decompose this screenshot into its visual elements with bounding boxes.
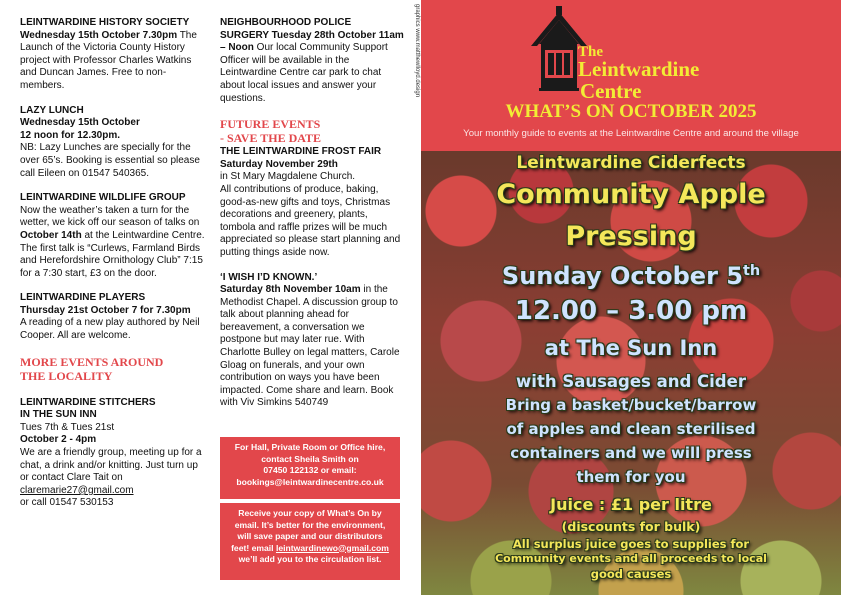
police-body: Our local Community Support Officer will be available in the Leintwardine Centre car park to chat about local issues and answer your questions.: [220, 42, 388, 104]
brand-the: The: [578, 44, 604, 60]
hire-line-1: For Hall, Private Room or Office hire,: [234, 442, 386, 452]
middle-column: [220, 17, 405, 422]
receive-line-2: email. It’s better for the environment,: [234, 519, 386, 530]
wildlife-heading: LEINTWARDINE WILDLIFE GROUP: [20, 192, 186, 204]
poster-line-4-sup: th: [742, 263, 761, 279]
frost-fair-section: [220, 146, 405, 259]
frost-fair-body: All contributions of produce, baking, good-as-new gifts and toys, Christmas decorations and greenery, plants, tombola and raffle prizes will be much appreciated so please start planning and putting things aside now.: [220, 183, 401, 258]
right-panel: [421, 0, 841, 595]
receive-line-4a: feet! email: [231, 542, 276, 553]
future-line-1: FUTURE EVENTS: [220, 117, 321, 132]
receive-line-1: Receive your copy of What’s On by: [238, 508, 382, 518]
poster-line-13: (discounts for bulk): [561, 519, 701, 534]
apple-pressing-poster: [421, 151, 841, 595]
wish-section: [220, 272, 405, 411]
brand-name: [578, 58, 699, 102]
poster-line-9: of apples and clean sterilised: [506, 420, 756, 438]
lunch-body: NB: Lazy Lunches are specially for the over 65’s. Booking is essential so please call Eileen on 01547 540365.: [20, 142, 200, 179]
poster-line-3: Pressing: [565, 221, 697, 252]
receive-line-5: we’ll add you to the circulation list.: [238, 554, 382, 564]
police-when: Tuesday 28th October 11am – Noon: [220, 29, 404, 54]
more-events-heading: [20, 355, 205, 383]
poster-line-15: Community events and all proceeds to local: [495, 552, 767, 565]
receive-line-3: will save paper and our distributors: [237, 531, 383, 541]
poster-line-5: 12.00 – 3.00 pm: [514, 296, 748, 326]
poster-line-8: Bring a basket/bucket/barrow: [505, 396, 757, 414]
poster-line-11: them for you: [576, 468, 686, 486]
more-events-line-1: MORE EVENTS AROUND: [20, 354, 164, 369]
wildlife-group-section: [20, 192, 205, 280]
tagline: Your monthly guide to events at the Leintwardine Centre and around the village: [463, 128, 799, 139]
receive-line-4: [220, 543, 400, 555]
wildlife-body-b: at the Leintwardine Centre. The first talk is “Curlews, Farmland Birds and Herefordshire Ornithology Club” 7:15 for a 7:30 start, £3 on the door.: [20, 229, 205, 279]
history-heading: LEINTWARDINE HISTORY SOCIETY: [20, 17, 190, 28]
stitchers-email-link[interactable]: claremarie27@gmail.com: [20, 484, 134, 496]
stitchers-heading-1: LEINTWARDINE STITCHERS: [20, 396, 156, 408]
stitchers-body: We are a friendly group, meeting up for a chat, a drink and/or knitting. Just turn up or contact Clare Tait on: [20, 447, 202, 484]
lunch-when-2: 12 noon for 12.30pm.: [20, 129, 121, 141]
police-heading-2: SURGERY: [220, 29, 269, 41]
history-society-section: [20, 17, 205, 93]
players-when: Thursday 21st October 7 for 7.30pm: [20, 304, 191, 316]
poster-line-4: [421, 262, 841, 290]
lazy-lunch-section: [20, 105, 205, 181]
brand-line-2: Centre: [580, 79, 642, 103]
credit-vertical: [411, 4, 421, 134]
receive-email-link[interactable]: leintwardinewo@gmail.com: [275, 542, 389, 553]
poster-line-4-text: Sunday October 5: [501, 262, 743, 290]
future-line-2: - SAVE THE DATE: [220, 131, 322, 146]
poster-line-1: Leintwardine Ciderfects: [516, 153, 746, 173]
players-heading: LEINTWARDINE PLAYERS: [20, 292, 146, 304]
wish-heading: ‘I WISH I’D KNOWN.’: [220, 271, 318, 283]
poster-line-10: containers and we will press: [510, 444, 752, 462]
stitchers-when: October 2 - 4pm: [20, 434, 97, 446]
poster-line-7: with Sausages and Cider: [516, 372, 746, 391]
receive-copy-box: [220, 503, 400, 580]
frost-fair-heading: THE LEINTWARDINE FROST FAIR: [220, 146, 382, 158]
poster-line-14: All surplus juice goes to supplies for: [512, 537, 750, 551]
stitchers-dates: Tues 7th & Tues 21st: [20, 421, 115, 433]
hire-email[interactable]: bookings@leintwardinecentre.co.uk: [236, 476, 384, 487]
players-body: A reading of a new play authored by Neil Cooper. All are welcome.: [20, 317, 200, 342]
brand-line-1: Leintwardine: [578, 57, 700, 81]
history-when: Wednesday 15th October 7.30pm: [20, 29, 178, 41]
poster-line-2: Community Apple: [496, 179, 766, 210]
stitchers-heading-2: IN THE SUN INN: [20, 409, 97, 421]
hire-line-3: 07450 122132 or email:: [263, 465, 357, 475]
poster-line-6: at The Sun Inn: [544, 336, 718, 360]
police-heading-1: NEIGHBOURHOOD POLICE: [220, 17, 352, 28]
wildlife-body-a: Now the weather’s taken a turn for the wetter, we kick off our season of talks on: [20, 204, 200, 229]
hire-info-box: [220, 437, 400, 499]
stitchers-phone: or call 01547 530153: [20, 497, 114, 509]
future-events-heading: [220, 117, 405, 145]
frost-fair-when: Saturday November 29th: [220, 158, 338, 170]
credit-text: graphics www.matthewlloyd.design: [414, 4, 420, 98]
frost-fair-where: in St Mary Magdalene Church.: [220, 171, 356, 183]
page-title: WHAT’S ON OCTOBER 2025: [505, 101, 757, 122]
wildlife-date: October 14th: [20, 229, 82, 241]
wish-body: in the Methodist Chapel. A discussion group to talk about planning ahead for bereavement, a conversation we postpone but may later rue. With Charlotte Bulley on legal matters, Carole Gloag on funerals, and your own contribution on ways you have been impacted. Come share and learn. Book with Viv Simkins 540749: [220, 284, 400, 409]
left-column: [20, 17, 205, 522]
lunch-when-1: Wednesday 15th October: [20, 117, 140, 129]
history-body: The Launch of the Victoria County History project with Professor Charles Watkins and Duncan James. Free to non-members.: [20, 29, 197, 91]
header-banner: [421, 0, 841, 151]
police-surgery-section: [220, 17, 405, 105]
players-section: [20, 292, 205, 342]
stitchers-section: [20, 397, 205, 510]
poster-line-16: good causes: [590, 567, 672, 581]
wish-when: Saturday 8th November 10am: [220, 284, 361, 296]
poster-line-12: Juice : £1 per litre: [550, 495, 712, 514]
lunch-heading: LAZY LUNCH: [20, 104, 84, 116]
more-events-line-2: THE LOCALITY: [20, 368, 113, 383]
hire-line-2: contact Sheila Smith on: [261, 453, 359, 464]
